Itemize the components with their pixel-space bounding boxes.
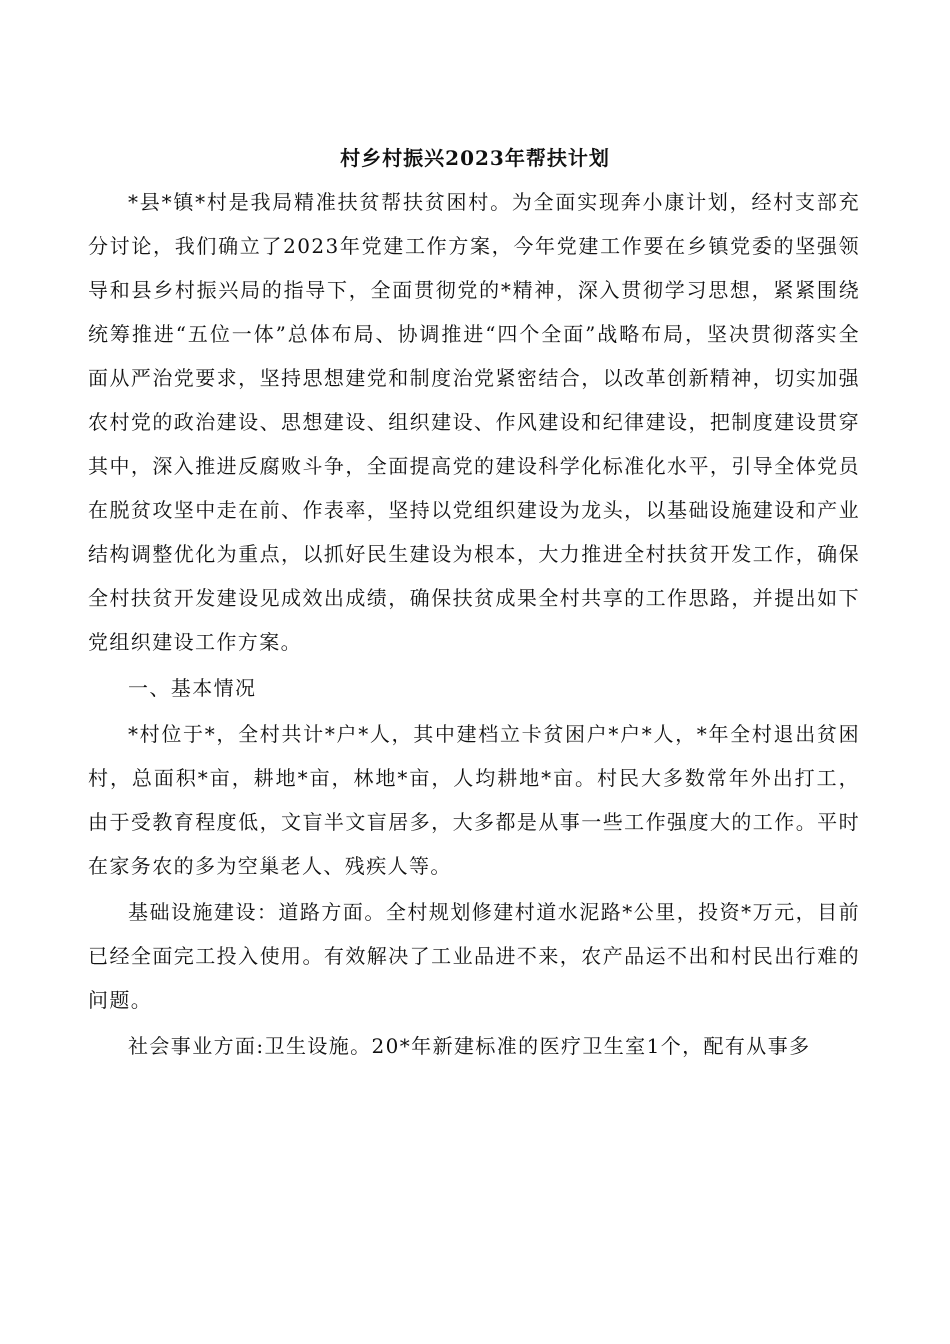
document-title: 村乡村振兴2023年帮扶计划 [340, 146, 610, 170]
document-body [88, 180, 860, 1068]
section-heading-basic-situation: 一、基本情况 [128, 676, 257, 700]
village-overview-paragraph: *村位于*，全村共计*户*人，其中建档立卡贫困户*户*人，*年全村退出贫困村，总面积*亩，耕地*亩，林地*亩，人均耕地*亩。村民大多数常年外出打工，由于受教育程度低，文盲半文盲居多，大多都是从事一些工作强度大的工作。平时在家务农的多为空巢老人、残疾人等。 [88, 722, 860, 878]
social-affairs-paragraph: 社会事业方面:卫生设施。20*年新建标准的医疗卫生室1个，配有从事多 [128, 1034, 811, 1058]
intro-paragraph: *县*镇*村是我局精准扶贫帮扶贫困村。为全面实现奔小康计划，经村支部充分讨论，我们确立了2023年党建工作方案，今年党建工作要在乡镇党委的坚强领导和县乡村振兴局的指导下，全面贯彻党的*精神，深入贯彻学习思想，紧紧围绕统筹推进“五位一体”总体布局、协调推进“四个全面”战略布局，坚决贯彻落实全面从严治党要求，坚持思想建党和制度治党紧密结合，以改革创新精神，切实加强农村党的政治建设、思想建设、组织建设、作风建设和纪律建设，把制度建设贯穿其中，深入推进反腐败斗争，全面提高党的建设科学化标准化水平，引导全体党员在脱贫攻坚中走在前、作表率，坚持以党组织建设为龙头，以基础设施建设和产业结构调整优化为重点，以抓好民生建设为根本，大力推进全村扶贫开发工作，确保全村扶贫开发建设见成效出成绩，确保扶贫成果全村共享的工作思路，并提出如下党组织建设工作方案。 [88, 190, 860, 654]
infrastructure-paragraph: 基础设施建设：道路方面。全村规划修建村道水泥路*公里，投资*万元，目前已经全面完工投入使用。有效解决了工业品进不来，农产品运不出和村民出行难的问题。 [88, 900, 860, 1012]
